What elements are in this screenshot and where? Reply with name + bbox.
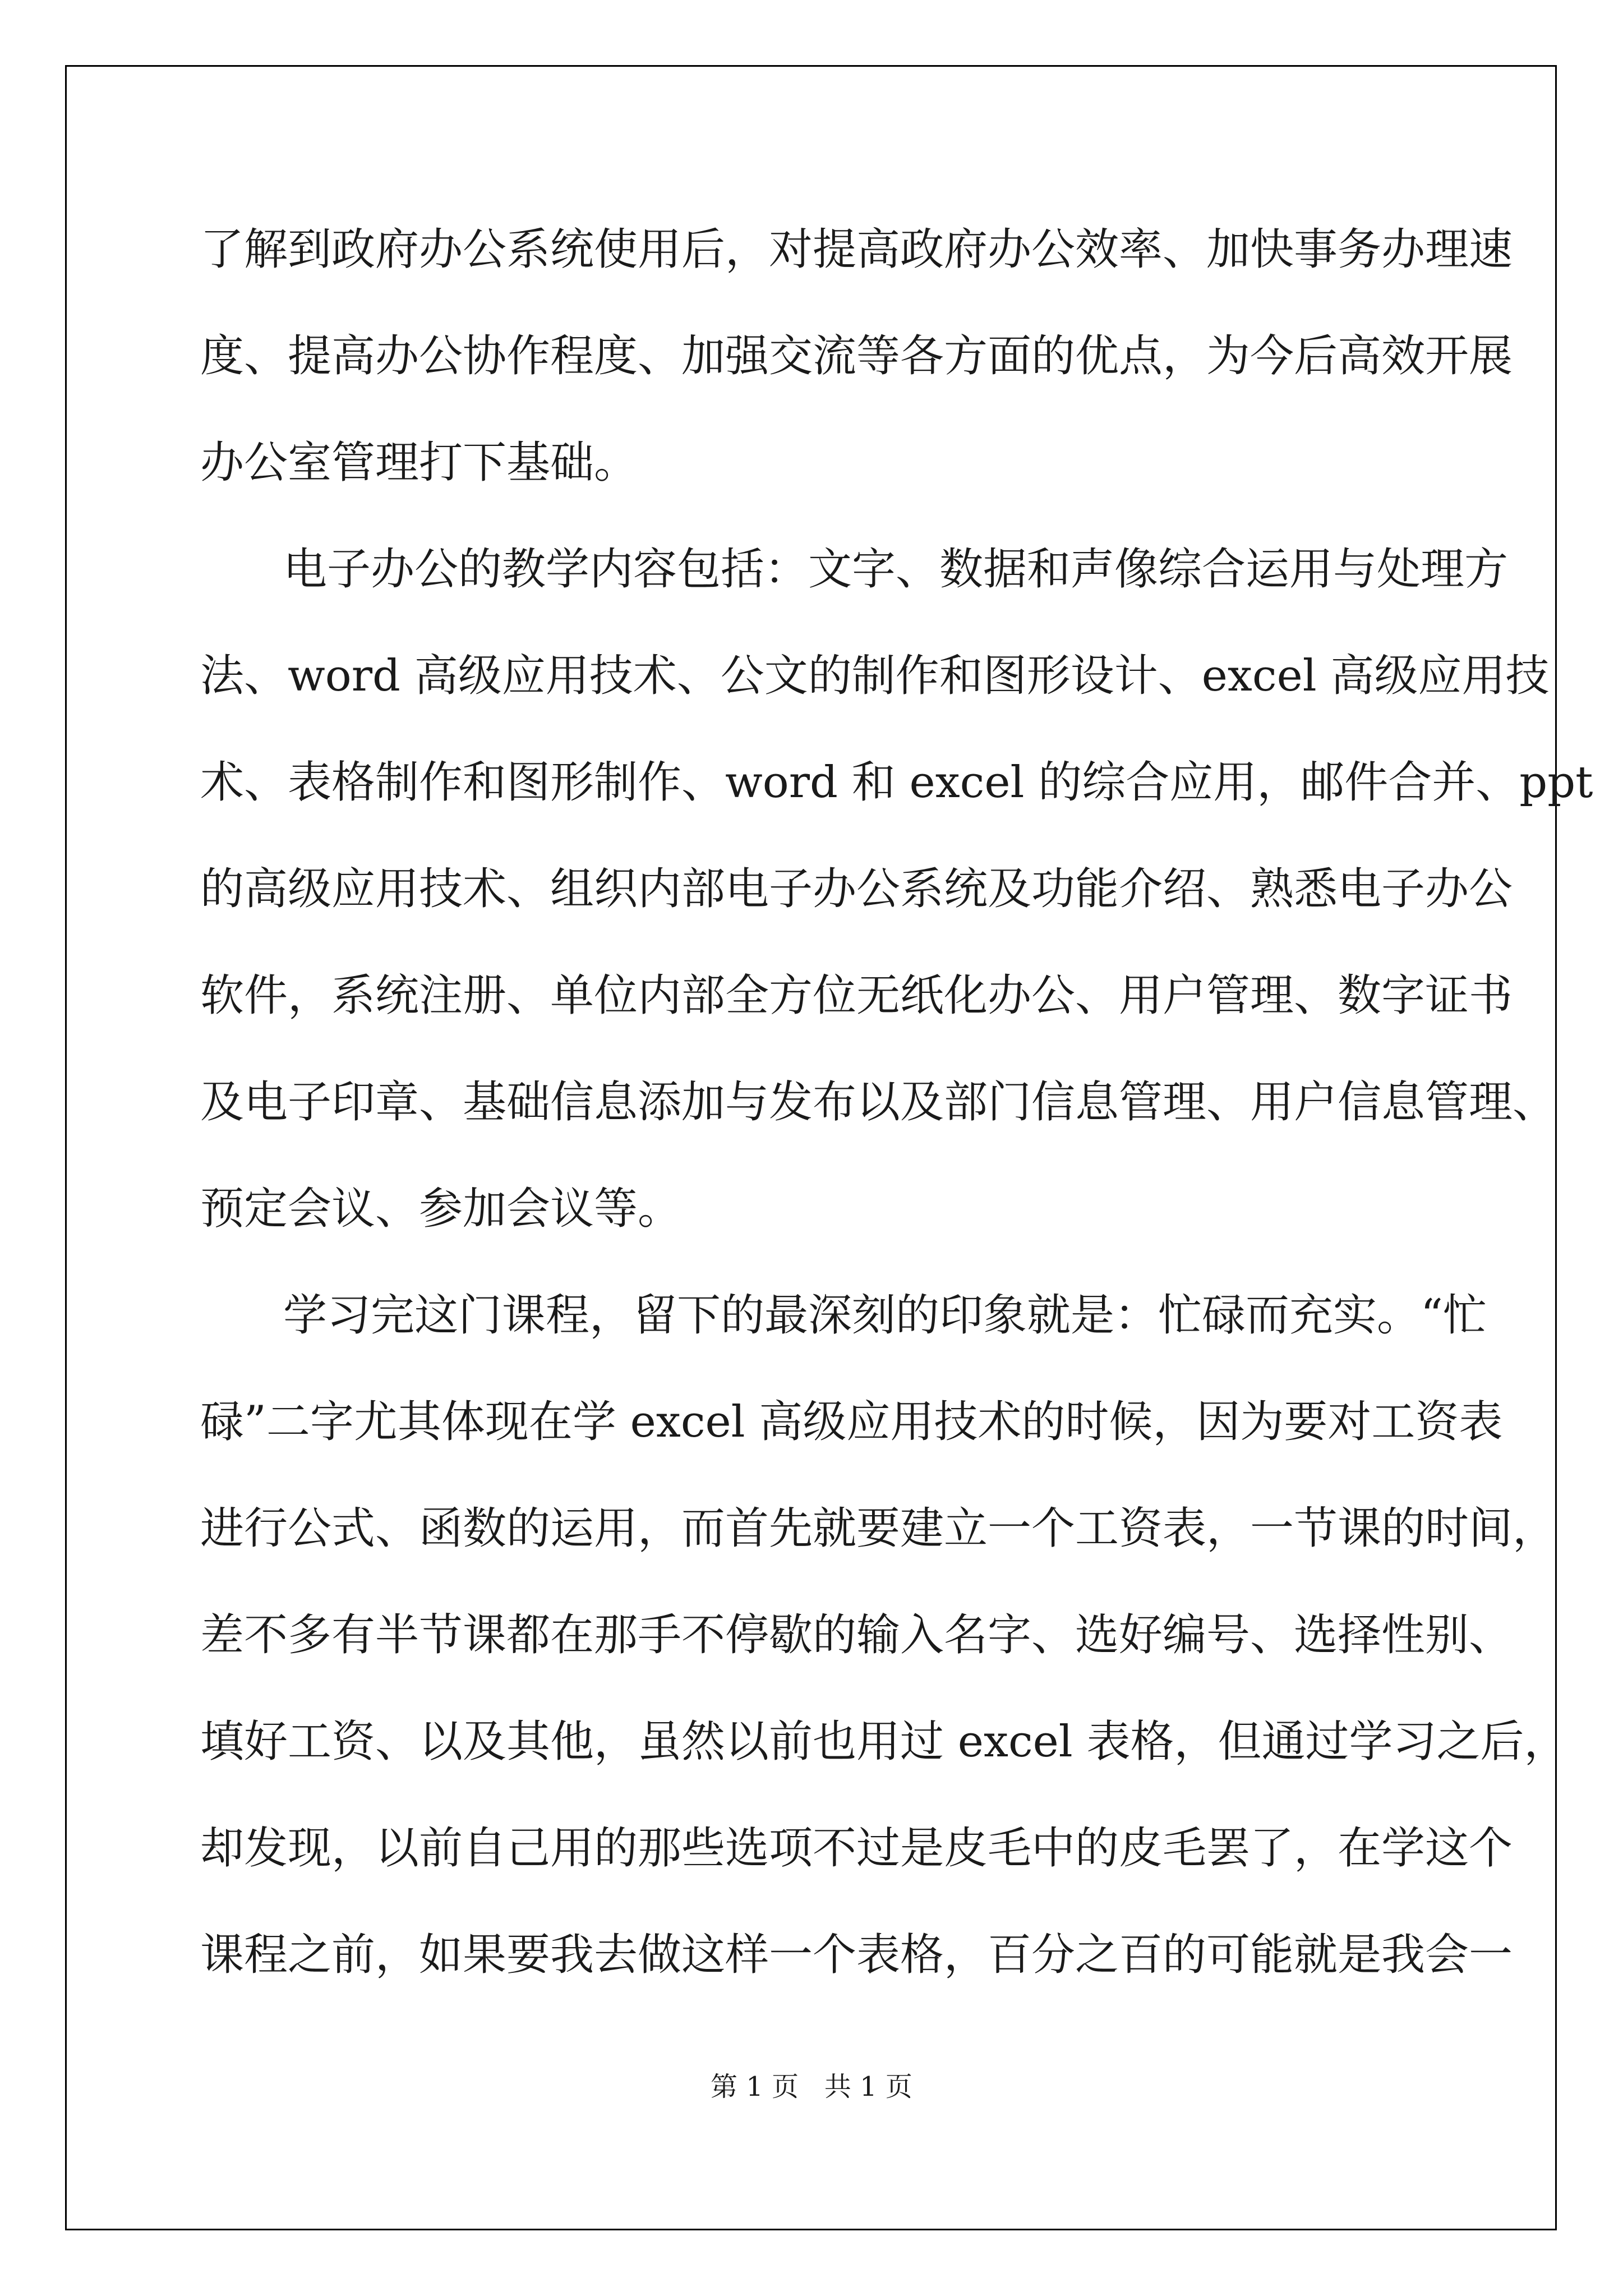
page-border xyxy=(65,65,1557,2230)
body-line-10: 预定会议、参加会议等。 xyxy=(200,1184,682,1234)
body-line-2: 度、提高办公协作程度、加强交流等各方面的优点，为今后高效开展 xyxy=(200,331,1513,381)
page-number-footer: 第 1 页 共 1 页 xyxy=(711,2071,912,2102)
body-line-1: 了解到政府办公系统使用后，对提高政府办公效率、加快事务办理速 xyxy=(200,224,1513,275)
body-line-17: 课程之前，如果要我去做这样一个表格，百分之百的可能就是我会一 xyxy=(200,1930,1513,1980)
body-line-5: 法、word 高级应用技术、公文的制作和图形设计、excel 高级应用技 xyxy=(200,651,1550,701)
body-line-9: 及电子印章、基础信息添加与发布以及部门信息管理、用户信息管理、 xyxy=(200,1077,1557,1128)
body-line-14: 差不多有半节课都在那手不停歇的输入名字、选好编号、选择性别、 xyxy=(200,1610,1513,1660)
body-line-3: 办公室管理打下基础。 xyxy=(200,438,638,488)
body-line-15: 填好工资、以及其他，虽然以前也用过 excel 表格，但通过学习之后， xyxy=(200,1717,1568,1767)
body-line-16: 却发现，以前自己用的那些选项不过是皮毛中的皮毛罢了，在学这个 xyxy=(200,1823,1513,1874)
body-line-6: 术、表格制作和图形制作、word 和 excel 的综合应用，邮件合并、ppt xyxy=(200,757,1593,808)
body-line-4: 电子办公的教学内容包括：文字、数据和声像综合运用与处理方 xyxy=(283,544,1509,595)
body-line-11: 学习完这门课程，留下的最深刻的印象就是：忙碌而充实。“忙 xyxy=(283,1290,1487,1341)
body-line-12: 碌”二字尤其体现在学 excel 高级应用技术的时候，因为要对工资表 xyxy=(200,1397,1503,1447)
body-line-7: 的高级应用技术、组织内部电子办公系统及功能介绍、熟悉电子办公 xyxy=(200,864,1513,914)
body-line-13: 进行公式、函数的运用，而首先就要建立一个工资表，一节课的时间， xyxy=(200,1503,1557,1554)
body-line-8: 软件，系统注册、单位内部全方位无纸化办公、用户管理、数字证书 xyxy=(200,970,1513,1021)
